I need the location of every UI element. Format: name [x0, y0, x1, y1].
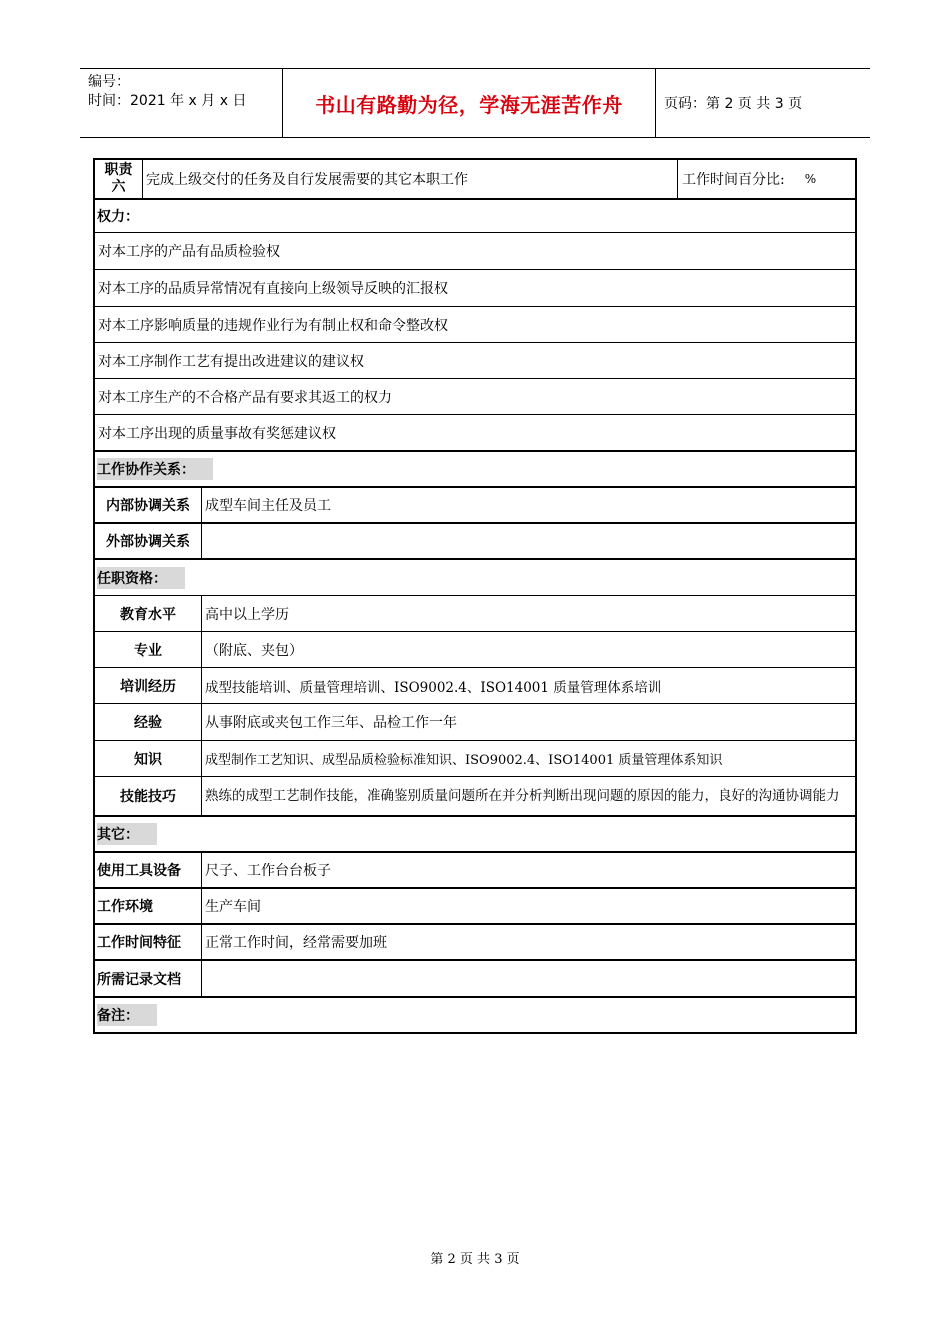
internal-relations-value: 成型车间主任及员工 — [205, 498, 331, 514]
external-relations-value — [202, 524, 205, 558]
other-label: 工作环境 — [95, 889, 202, 923]
qualifications-title-text: 任职资格： — [97, 567, 185, 589]
authority-title: 权力： — [97, 209, 139, 225]
qualification-row — [95, 632, 855, 668]
qualification-value: 熟练的成型工艺制作技能，准确鉴别质量问题所在并分析判断出现问题的原因的能力，良好的沟通协调能力 — [205, 787, 840, 804]
internal-relations-row — [95, 488, 855, 524]
other-row — [95, 925, 855, 961]
other-title-text: 其它： — [97, 823, 157, 845]
header-motto: 书山有路勤为径，学海无涯苦作舟 — [283, 69, 656, 137]
qualification-value: 成型技能培训、质量管理培训、ISO9002.4、ISO14001 质量管理体系培训 — [205, 679, 662, 696]
qualification-row — [95, 704, 855, 741]
document-number-label: 编号： — [88, 74, 130, 90]
authority-item-text: 对本工序制作工艺有提出改进建议的建议权 — [98, 353, 364, 370]
time-percentage — [678, 160, 855, 198]
external-relations-row — [95, 524, 855, 560]
remarks-title — [95, 998, 157, 1032]
other-title — [95, 817, 157, 851]
authority-item-text: 对本工序的品质异常情况有直接向上级领导反映的汇报权 — [98, 281, 448, 297]
qualification-label: 经验 — [95, 704, 202, 740]
other-label: 使用工具设备 — [95, 853, 202, 887]
other-row — [95, 961, 855, 998]
qualification-row — [95, 668, 855, 704]
other-row — [95, 889, 855, 925]
header-meta — [80, 69, 283, 137]
other-section-header — [95, 817, 855, 853]
relations-section-header — [95, 452, 855, 488]
qualification-label: 培训经历 — [95, 668, 202, 703]
authority-item — [95, 415, 855, 452]
authority-item-text: 对本工序影响质量的违规作业行为有制止权和命令整改权 — [98, 317, 448, 334]
authority-item — [95, 379, 855, 415]
authority-item-text: 对本工序的产品有品质检验权 — [98, 244, 280, 260]
external-relations-label: 外部协调关系 — [95, 524, 202, 558]
qualification-label: 专业 — [95, 632, 202, 667]
percent-sign: % — [804, 172, 817, 186]
document-date: 时间：2021 年 x 月 x 日 — [88, 93, 247, 109]
authority-item-text: 对本工序生产的不合格产品有要求其返工的权力 — [98, 389, 392, 406]
other-value: 生产车间 — [205, 899, 261, 915]
qualification-label: 知识 — [95, 741, 202, 776]
duty-label: 职责六 — [95, 160, 143, 198]
authority-item — [95, 270, 855, 307]
remarks-row — [95, 998, 855, 1032]
other-value: 尺子、工作台台板子 — [205, 863, 331, 879]
authority-section-header — [95, 200, 855, 233]
qualification-row — [95, 741, 855, 777]
authority-item — [95, 307, 855, 343]
other-value — [202, 961, 205, 996]
qualification-row — [95, 596, 855, 632]
authority-item — [95, 343, 855, 379]
duty-text: 完成上级交付的任务及自行发展需要的其它本职工作 — [143, 160, 678, 198]
qualification-value: 从事附底或夹包工作三年、品检工作一年 — [205, 715, 457, 731]
relations-title-text: 工作协作关系： — [97, 458, 213, 480]
other-label: 所需记录文档 — [95, 961, 202, 996]
job-description-table — [93, 158, 857, 1034]
page-footer: 第 2 页 共 3 页 — [430, 1252, 520, 1267]
duty-row — [95, 160, 855, 200]
qualification-label: 教育水平 — [95, 596, 202, 631]
qualification-row — [95, 777, 855, 817]
header-page-code: 页码：第 2 页 共 3 页 — [664, 96, 803, 112]
qualification-label: 技能技巧 — [95, 777, 202, 815]
remarks-title-text: 备注： — [97, 1004, 157, 1026]
internal-relations-label: 内部协调关系 — [95, 488, 202, 522]
page-header — [80, 68, 870, 138]
qualifications-title — [95, 560, 185, 595]
authority-item-text: 对本工序出现的质量事故有奖惩建议权 — [98, 425, 336, 442]
time-percentage-label: 工作时间百分比: — [682, 172, 785, 188]
qualifications-section-header — [95, 560, 855, 596]
qualification-value: 成型制作工艺知识、成型品质检验标准知识、ISO9002.4、ISO14001 质量管理体系知识 — [205, 753, 723, 768]
qualification-value: （附底、夹包） — [205, 642, 303, 659]
relations-title — [95, 452, 213, 486]
authority-item — [95, 233, 855, 270]
other-row — [95, 853, 855, 889]
qualification-value: 高中以上学历 — [205, 606, 289, 623]
other-value: 正常工作时间，经常需要加班 — [205, 935, 387, 951]
other-label: 工作时间特征 — [95, 925, 202, 959]
